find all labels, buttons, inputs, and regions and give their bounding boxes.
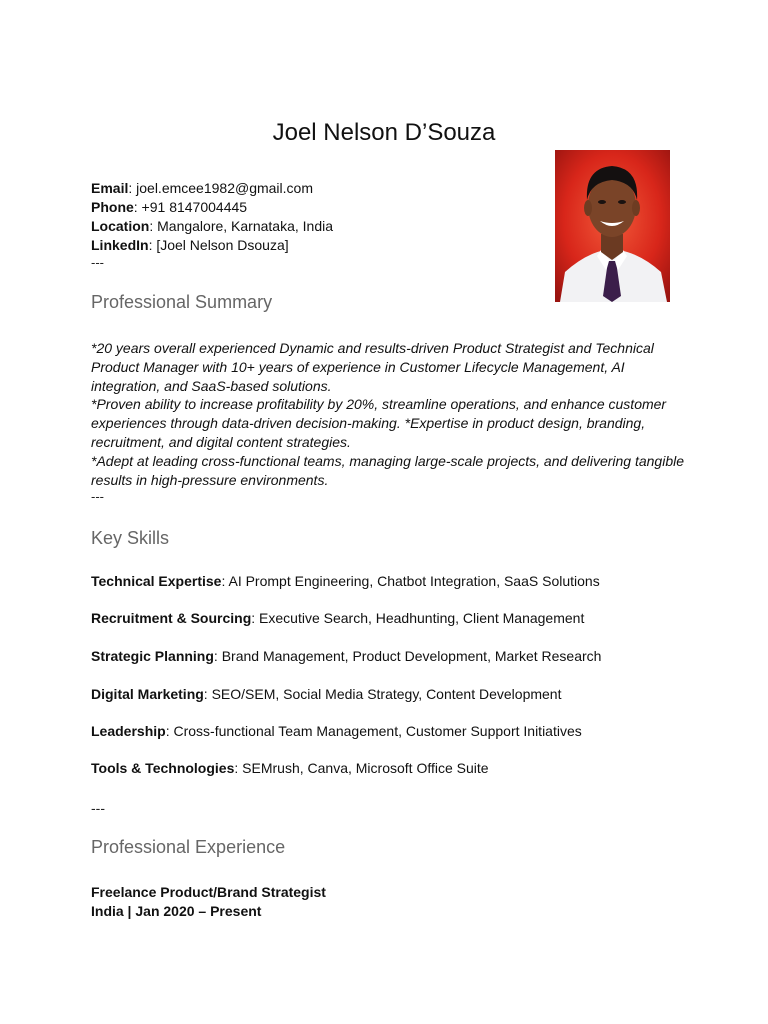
summary-line: results in high-pressure environments. (91, 471, 329, 488)
skill-item: Strategic Planning: Brand Management, Product Development, Market Research (91, 648, 602, 664)
summary-line: *Adept at leading cross-functional teams, managing large-scale projects, and delivering tangible (91, 452, 685, 469)
skill-item: Technical Expertise: AI Prompt Engineering, Chatbot Integration, SaaS Solutions (91, 573, 600, 589)
contact-separator: --- (91, 255, 104, 270)
summary-separator: --- (91, 489, 104, 505)
summary-line: experiences through data-driven decision-making. *Expertise in product design, branding, (91, 415, 646, 432)
contact-phone: Phone: +91 8147004445 (91, 199, 248, 215)
summary-line: recruitment, and digital content strategies. (91, 433, 351, 450)
summary-line: integration, and SaaS-based solutions. (91, 377, 332, 394)
skill-item: Tools & Technologies: SEMrush, Canva, Microsoft Office Suite (91, 760, 489, 776)
job-meta: India | Jan 2020 – Present (91, 903, 262, 919)
skill-item: Digital Marketing: SEO/SEM, Social Media Strategy, Content Development (91, 686, 562, 702)
summary-line: Product Manager with 10+ years of experience in Customer Lifecycle Management, AI (91, 358, 625, 375)
summary-heading: Professional Summary (91, 292, 273, 312)
summary-line: *20 years overall experienced Dynamic and results-driven Product Strategist and Technical (91, 340, 654, 356)
contact-location: Location: Mangalore, Karnataka, India (91, 218, 334, 234)
contact-linkedin: LinkedIn: [Joel Nelson Dsouza] (91, 237, 289, 253)
resume-name: Joel Nelson D’Souza (272, 119, 496, 146)
summary-line: *Proven ability to increase profitability by 20%, streamline operations, and enhance customer (91, 396, 667, 413)
contact-block (91, 179, 333, 271)
skill-item: Leadership: Cross-functional Team Management, Customer Support Initiatives (91, 723, 582, 739)
contact-email: Email: joel.emcee1982@gmail.com (91, 180, 313, 196)
skills-heading: Key Skills (91, 528, 170, 548)
skills-separator: --- (91, 800, 105, 816)
experience-heading: Professional Experience (91, 837, 286, 857)
job-entry (91, 883, 326, 921)
job-title: Freelance Product/Brand Strategist (91, 884, 326, 900)
profile-photo (555, 150, 670, 302)
skill-item: Recruitment & Sourcing: Executive Search, Headhunting, Client Management (91, 610, 585, 626)
summary-text (91, 339, 691, 505)
